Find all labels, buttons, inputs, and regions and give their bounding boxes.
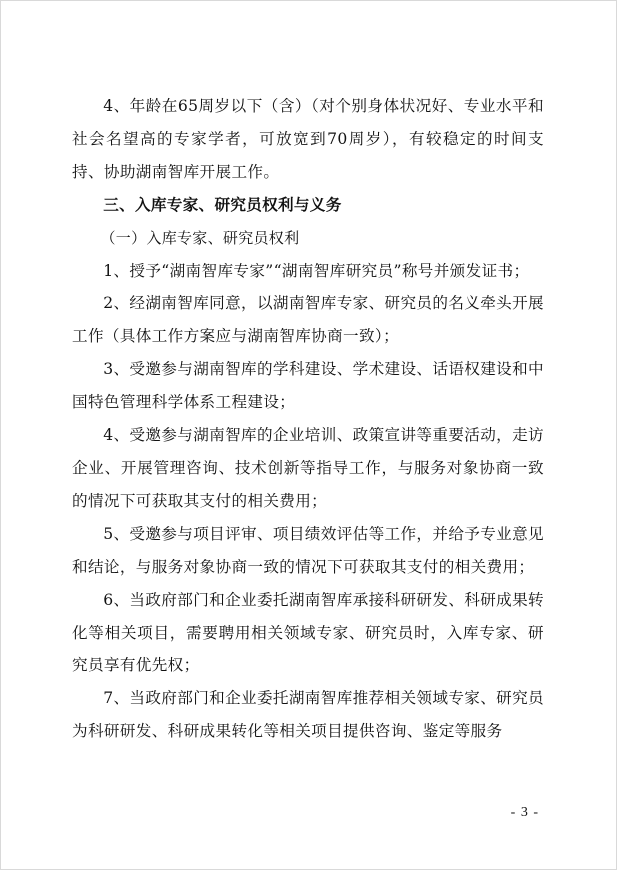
paragraph-right-3: 3、受邀参与湖南智库的学科建设、学术建设、话语权建设和中国特色管理科学体系工程建设； — [72, 360, 544, 412]
document-body — [72, 90, 544, 748]
page-number: - 3 - — [510, 805, 539, 820]
paragraph-right-5: 5、受邀参与项目评审、项目绩效评估等工作，并给予专业意见和结论，与服务对象协商一致的情况下可获取其支付的相关费用； — [72, 524, 544, 576]
paragraph-right-7: 7、当政府部门和企业委托湖南智库推荐相关领域专家、研究员为科研研发、科研成果转化等相关项目提供咨询、鉴定等服务 — [72, 689, 544, 741]
subsection-heading-rights: （一）入库专家、研究员权利 — [100, 228, 300, 247]
paragraph-right-1: 1、授予“湖南智库专家”“湖南智库研究员”称号并颁发证书； — [103, 261, 530, 280]
paragraph-right-6: 6、当政府部门和企业委托湖南智库承接科研研发、科研成果转化等相关项目，需要聘用相关领域专家、研究员时，入库专家、研究员享有优先权； — [72, 590, 544, 675]
paragraph-right-4: 4、受邀参与湖南智库的企业培训、政策宣讲等重要活动，走访企业、开展管理咨询、技术创新等指导工作，与服务对象协商一致的情况下可获取其支付的相关费用； — [72, 426, 544, 510]
paragraph-age-requirement: 4、年龄在65周岁以下（含）（对个别身体状况好、专业水平和社会名望高的专家学者，可放宽到70周岁），有较稳定的时间支持、协助湖南智库开展工作。 — [72, 97, 544, 181]
paragraph-right-2: 2、经湖南智库同意，以湖南智库专家、研究员的名义牵头开展工作（具体工作方案应与湖南智库协商一致）； — [72, 294, 544, 346]
section-heading-rights-obligations: 三、入库专家、研究员权利与义务 — [103, 195, 342, 214]
